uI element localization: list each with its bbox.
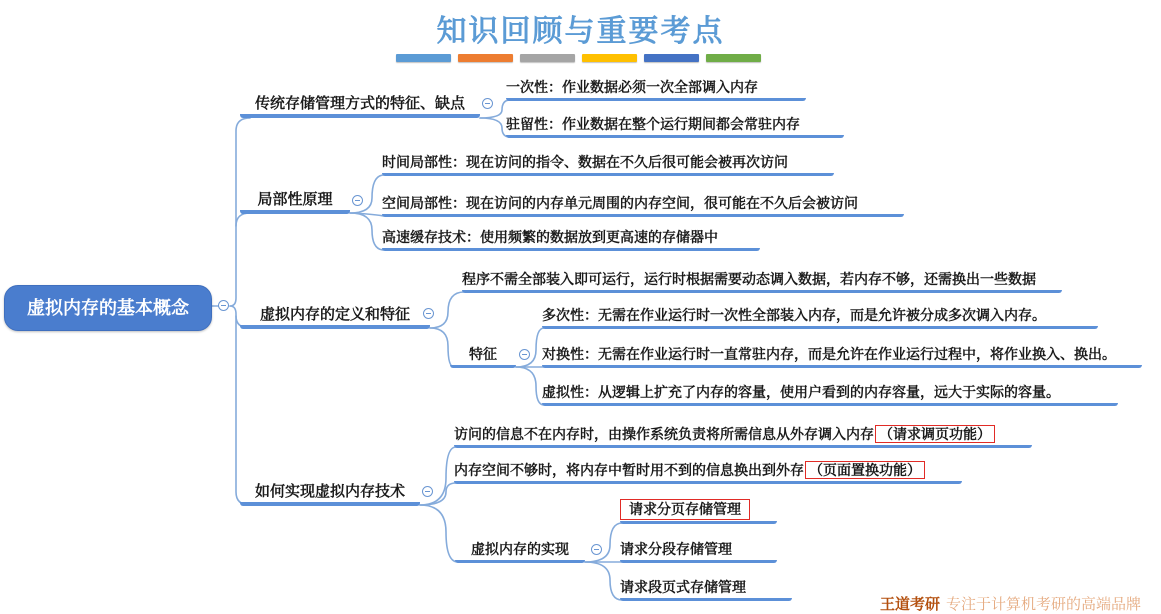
collapse-icon-branch2[interactable]: [352, 195, 363, 206]
node-partial-loading-run-label: 程序不需全部装入即可运行，运行时根据需要动态调入数据，若内存不够，还需换出一些数据: [462, 271, 1036, 287]
red-highlight-box-page-fetch: （请求调页功能）: [875, 425, 995, 443]
decor-bar-green: [706, 54, 761, 62]
node-virtuality[interactable]: [542, 383, 1118, 406]
collapse-icon-branch1[interactable]: [482, 98, 493, 109]
node-one-time-loading-label: 一次性：作业数据必须一次全部调入内存: [506, 79, 758, 95]
page-title: 知识回顾与重要考点: [436, 15, 725, 48]
node-features-label: 特征: [469, 346, 497, 362]
node-swappability[interactable]: [542, 345, 1142, 368]
watermark-slogan: 专注于计算机考研的高端品牌: [946, 596, 1142, 613]
collapse-icon-root[interactable]: [218, 300, 229, 311]
decor-bar-blue: [396, 54, 451, 62]
branch-locality-principle[interactable]: [240, 190, 350, 214]
node-temporal-locality-label: 时间局部性：现在访问的指令、数据在不久后很可能会被再次访问: [382, 154, 788, 170]
node-virtuality-label: 虚拟性：从逻辑上扩充了内存的容量，使用户看到的内存容量，远大于实际的容量。: [542, 384, 1060, 400]
node-spatial-locality[interactable]: [382, 194, 904, 217]
node-spatial-locality-label: 空间局部性：现在访问的内存单元周围的内存空间，很可能在不久后会被访问: [382, 195, 858, 211]
node-residency[interactable]: [506, 115, 844, 138]
branch-vm-implementation-how-label: 如何实现虚拟内存技术: [254, 483, 405, 500]
collapse-icon-vm-implementation[interactable]: [591, 544, 602, 555]
node-vm-implementations[interactable]: [455, 540, 585, 563]
watermark-brand: 王道考研: [880, 596, 941, 613]
node-request-segmented-paging-label: 请求段页式存储管理: [620, 579, 746, 595]
watermark: [880, 593, 1161, 613]
node-cache-technology[interactable]: [382, 228, 760, 251]
node-demand-paging-fetch[interactable]: [454, 425, 1032, 448]
node-request-segmentation[interactable]: [620, 540, 777, 563]
branch-traditional-storage-label: 传统存储管理方式的特征、缺点: [254, 95, 465, 112]
collapse-icon-features[interactable]: [519, 349, 530, 360]
decor-bar-yellow: [582, 54, 637, 62]
decor-bars: [396, 54, 761, 62]
node-temporal-locality[interactable]: [382, 153, 834, 176]
node-multiple-loading-label: 多次性：无需在作业运行时一次性全部装入内存，而是允许被分成多次调入内存。: [542, 307, 1046, 323]
decor-bar-darkblue: [644, 54, 699, 62]
decor-bar-gray: [520, 54, 575, 62]
branch-locality-principle-label: 局部性原理: [257, 191, 333, 208]
branch-vm-implementation-how[interactable]: [240, 482, 420, 506]
branch-vm-definition-features-label: 虚拟内存的定义和特征: [259, 306, 410, 323]
red-highlight-box-page-replace: （页面置换功能）: [805, 461, 925, 479]
branch-traditional-storage[interactable]: [240, 94, 480, 118]
node-request-paging[interactable]: [620, 499, 777, 524]
node-demand-paging-fetch-label: 访问的信息不在内存时，由操作系统负责将所需信息从外存调入内存: [454, 426, 874, 442]
node-partial-loading-run[interactable]: [462, 270, 1062, 293]
node-swappability-label: 对换性：无需在作业运行时一直常驻内存，而是允许在作业运行过程中，将作业换入、换出。: [542, 346, 1116, 362]
node-one-time-loading[interactable]: [506, 78, 806, 101]
decor-bar-orange: [458, 54, 513, 62]
node-multiple-loading[interactable]: [542, 306, 1098, 329]
red-highlight-box-request-paging: 请求分页存储管理: [620, 499, 750, 520]
node-residency-label: 驻留性：作业数据在整个运行期间都会常驻内存: [506, 116, 800, 132]
branch-vm-definition-features[interactable]: [240, 305, 430, 329]
node-vm-implementations-label: 虚拟内存的实现: [471, 541, 569, 557]
node-page-replacement[interactable]: [454, 461, 962, 484]
node-page-replacement-label: 内存空间不够时，将内存中暂时用不到的信息换出到外存: [454, 462, 804, 478]
node-request-segmented-paging[interactable]: [620, 578, 792, 601]
root-node-virtual-memory-concepts[interactable]: 虚拟内存的基本概念: [4, 285, 212, 331]
node-cache-technology-label: 高速缓存技术：使用频繁的数据放到更高速的存储器中: [382, 229, 718, 245]
collapse-icon-branch4[interactable]: [422, 486, 433, 497]
node-features[interactable]: [450, 345, 516, 368]
node-request-segmentation-label: 请求分段存储管理: [620, 541, 732, 557]
